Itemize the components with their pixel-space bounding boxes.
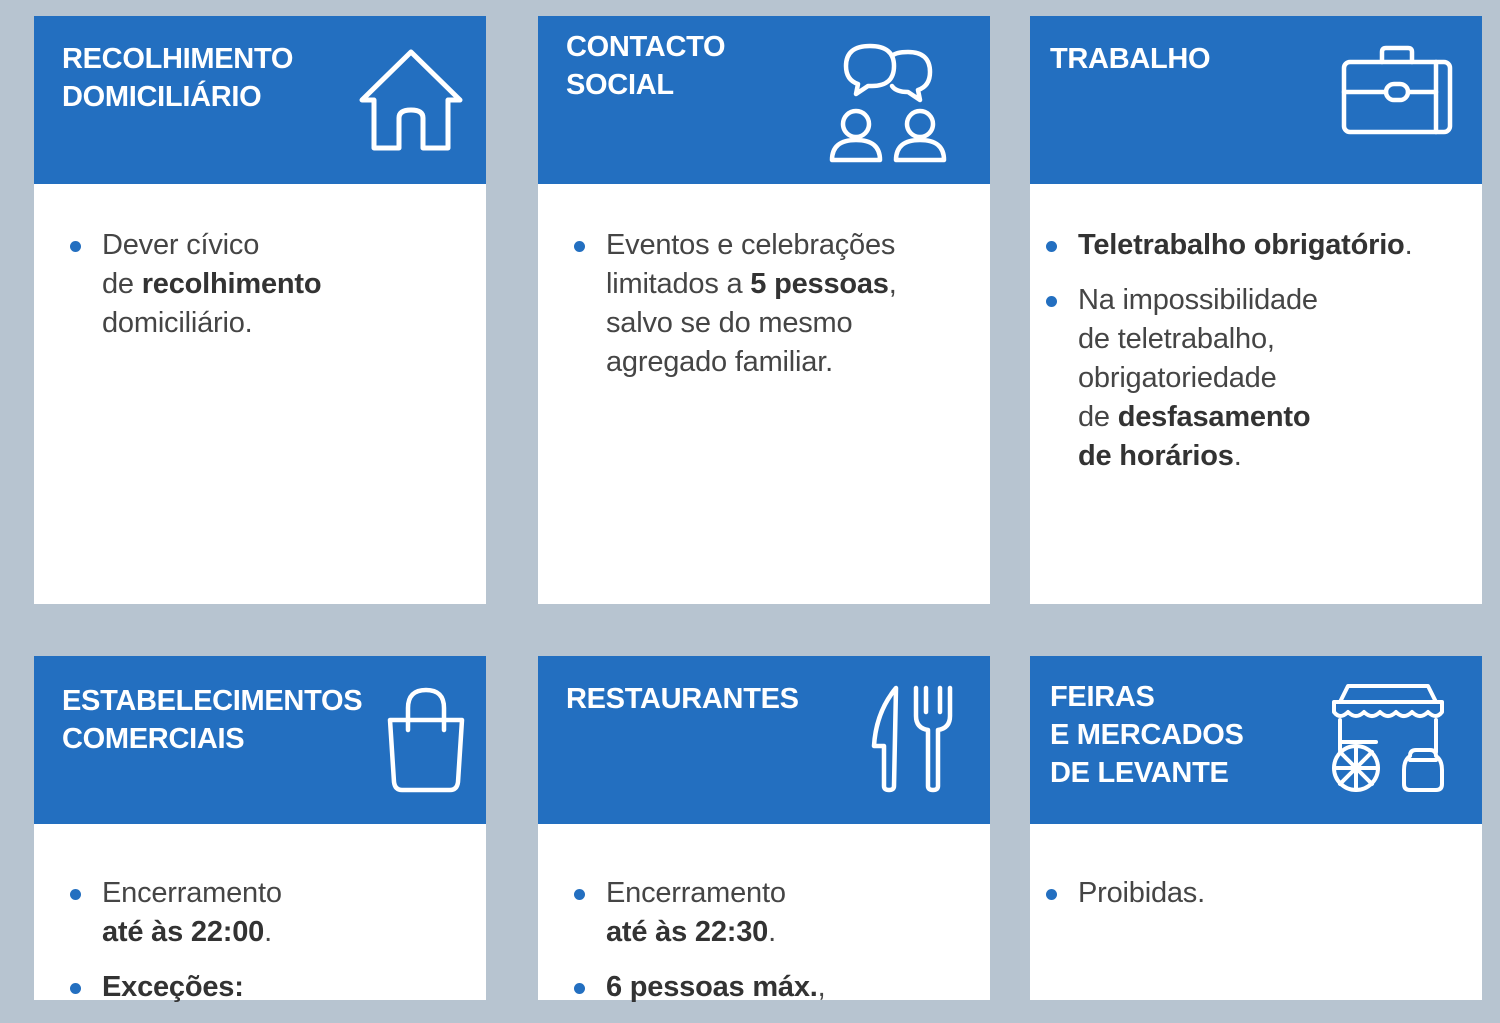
bullet-text: Encerramento	[606, 877, 786, 909]
bullet-item	[1044, 226, 1462, 265]
bullet-text: Dever cívico	[102, 229, 260, 261]
card-title: RECOLHIMENTO DOMICILIÁRIO	[62, 43, 294, 113]
bullet-text: agregado familiar.	[606, 346, 833, 378]
bullet-item	[572, 968, 970, 1007]
bullet-text: obrigatoriedade	[1078, 362, 1277, 394]
bullet-text: de	[1078, 401, 1118, 433]
bullet-text: até às 22:00	[102, 916, 265, 948]
card-body	[34, 184, 486, 604]
card-header	[1030, 16, 1482, 184]
bullet-text: 6 pessoas máx.	[606, 971, 818, 1003]
card-body	[1030, 824, 1482, 1000]
bullet-text: domiciliário.	[102, 307, 253, 339]
house-icon	[356, 44, 466, 154]
bullet-text: Na impossibilidade	[1078, 284, 1318, 316]
card-header	[538, 16, 990, 184]
card-feiras-mercados	[1030, 656, 1482, 1000]
bullet-text: desfasamento	[1117, 401, 1311, 433]
bullet-item	[68, 874, 466, 952]
bullet-list	[1044, 874, 1462, 929]
card-body	[1030, 184, 1482, 604]
bullet-text: salvo se do mesmo	[606, 307, 853, 339]
bullet-text: recolhimento	[141, 268, 322, 300]
card-header	[538, 656, 990, 824]
bullet-list	[68, 874, 466, 1023]
knife-fork-icon	[866, 682, 956, 794]
bullet-text: .	[1233, 440, 1242, 472]
bullet-item	[68, 226, 466, 343]
briefcase-icon	[1340, 44, 1455, 139]
card-estabelecimentos-comerciais	[34, 656, 486, 1003]
card-title: RESTAURANTES	[566, 683, 799, 715]
card-title: TRABALHO	[1050, 43, 1211, 75]
bullet-text: .	[768, 916, 776, 948]
card-title: ESTABELECIMENTOS COMERCIAIS	[62, 685, 363, 755]
bullet-text: Encerramento	[102, 877, 282, 909]
bullet-item	[572, 874, 970, 952]
bullet-list	[572, 226, 970, 398]
bullet-text: até às 22:30	[606, 916, 769, 948]
bullet-text: ,	[817, 971, 826, 1003]
card-body	[34, 824, 486, 1003]
card-body	[538, 184, 990, 604]
card-header	[34, 656, 486, 824]
card-header	[1030, 656, 1482, 824]
card-header	[34, 16, 486, 184]
shopping-bag-icon	[384, 686, 468, 796]
card-recolhimento-domiciliario	[34, 16, 486, 604]
bullet-text: Proibidas.	[1078, 877, 1205, 909]
bullet-list	[1044, 226, 1462, 492]
card-title: FEIRAS E MERCADOS DE LEVANTE	[1050, 681, 1244, 789]
card-title: CONTACTO SOCIAL	[566, 31, 726, 101]
market-stall-icon	[1326, 680, 1450, 796]
bullet-item	[68, 968, 466, 1007]
bullet-text: .	[264, 916, 272, 948]
bullet-text: limitados a	[606, 268, 751, 300]
bullet-text: de horários	[1078, 440, 1234, 472]
card-contacto-social	[538, 16, 990, 604]
bullet-text: de	[102, 268, 142, 300]
bullet-text: Exceções:	[102, 971, 244, 1003]
bullet-text: Eventos e celebrações	[606, 229, 896, 261]
bullet-list	[572, 874, 970, 1023]
card-body	[538, 824, 990, 1003]
card-trabalho	[1030, 16, 1482, 604]
bullet-list	[68, 226, 466, 359]
bullet-item	[1044, 874, 1462, 913]
bullet-item	[1044, 281, 1462, 476]
bullet-item	[572, 226, 970, 382]
bullet-text: 5 pessoas	[750, 268, 889, 300]
card-restaurantes	[538, 656, 990, 1003]
bullet-text: Teletrabalho obrigatório	[1078, 229, 1405, 261]
social-contact-icon	[826, 34, 956, 164]
bullet-text: .	[1404, 229, 1413, 261]
bullet-text: de teletrabalho,	[1078, 323, 1275, 355]
bullet-text: ,	[888, 268, 897, 300]
